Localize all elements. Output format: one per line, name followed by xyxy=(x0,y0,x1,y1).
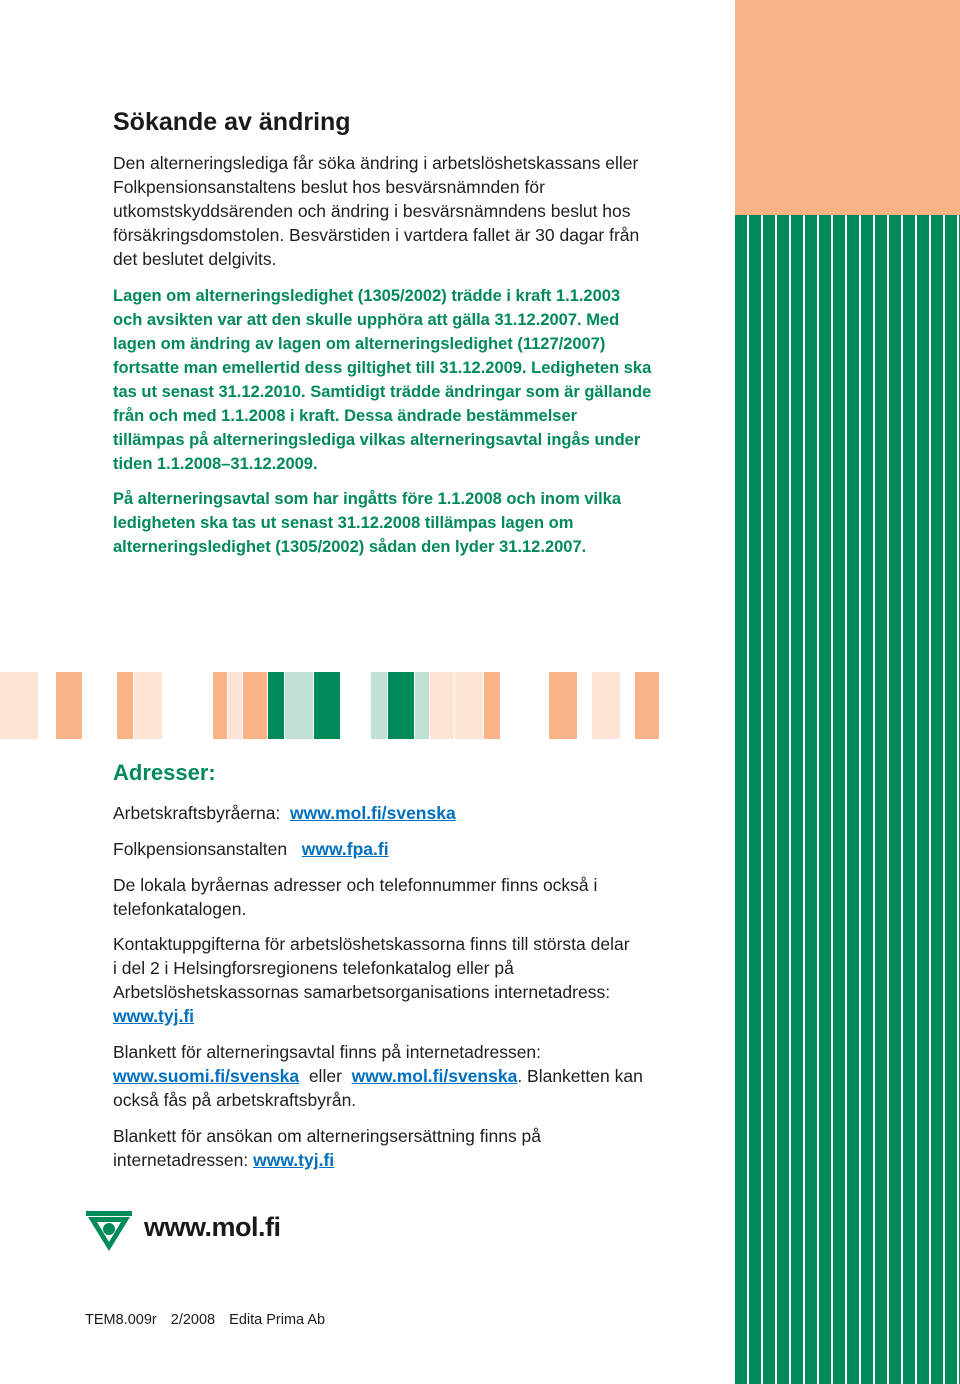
app-text: Blankett för ansökan om alterneringsersättning finns på internetadressen: xyxy=(113,1126,542,1170)
address-row-fpa xyxy=(113,837,673,861)
page-title: Sökande av ändring xyxy=(113,108,351,136)
law-paragraph: Lagen om alterneringsledighet (1305/2002) trädde i kraft 1.1.2003 och avsikten var att den skulle upphöra att gälla 31.12.2007. Med lagen om ändring av lagen om alterneringsledighet (1127/2007) fortsatte man emellertid dess giltighet till 31.12.2009. Ledigheten ska tas ut senast 31.12.2010. Samtidigt trädde ändringar som är gällande från och med 1.1.2008 i kraft. Dessa ändrade bestämmelser tillämpas på alterneringslediga vilkas alterneringsavtal ingås under tiden 1.1.2008–31.12.2009. xyxy=(113,287,652,473)
band-stripe xyxy=(228,672,242,739)
band-stripe xyxy=(415,672,429,739)
band-stripe xyxy=(484,672,500,739)
footer-printer: Edita Prima Ab xyxy=(229,1312,326,1328)
agreement-form-paragraph xyxy=(113,1040,673,1112)
band-stripe xyxy=(285,672,313,739)
band-stripe xyxy=(455,672,483,739)
form-or: eller xyxy=(308,1066,342,1086)
addresses-title: Adresser: xyxy=(113,760,216,785)
form-text-1: Blankett för alterneringsavtal finns på internetadressen: xyxy=(113,1042,542,1062)
mol-link-2[interactable]: www.mol.fi/svenska xyxy=(351,1066,518,1086)
band-stripe xyxy=(268,672,284,739)
fpa-label: Folkpensionsanstalten xyxy=(113,839,288,859)
form-text-2: . Blanketten kan också fås på arbetskraftsbyrån. xyxy=(113,1066,643,1110)
tyj-link-2[interactable]: www.tyj.fi xyxy=(253,1150,335,1170)
band-stripe xyxy=(549,672,577,739)
band-stripe xyxy=(371,672,387,739)
tyj-link[interactable]: www.tyj.fi xyxy=(113,1006,195,1026)
agreement-paragraph: På alterneringsavtal som har ingåtts före 1.1.2008 och inom vilka ledigheten ska tas ut senast 31.12.2008 tillämpas lagen om alterneringsledighet (1305/2002) sådan den lyder 31.12.2007. xyxy=(113,490,622,556)
band-stripe xyxy=(0,672,38,739)
footer xyxy=(85,1312,335,1328)
logo-text: www.mol.fi xyxy=(144,1212,281,1242)
band-stripe xyxy=(243,672,267,739)
band-stripe xyxy=(635,672,659,739)
mol-logo-icon xyxy=(84,1207,134,1255)
band-stripe xyxy=(117,672,133,739)
footer-date: 2/2008 xyxy=(170,1312,216,1328)
side-orange-block xyxy=(735,0,960,215)
band-stripe xyxy=(56,672,82,739)
footer-code: TEM8.009r xyxy=(85,1312,157,1328)
contact-text: Kontaktuppgifterna för arbetslöshetskassorna finns till största delar i del 2 i Helsingforsregionens telefonkatalog eller på Arbetslöshetskassornas samarbetsorganisations internetadress: xyxy=(113,934,630,1002)
band-stripe xyxy=(430,672,454,739)
band-stripe xyxy=(213,672,227,739)
intro-paragraph: Den alterneringslediga får söka ändring i arbetslöshetskassans eller Folkpensionsanstaltens beslut hos besvärsnämnden för utkomstskyddsärenden och ändring i besvärsnämndens beslut hos försäkringsdomstolen. Besvärstiden i vartdera fallet är 30 dagar från det beslutet delgivits. xyxy=(113,153,640,269)
band-stripe xyxy=(134,672,162,739)
application-form-paragraph xyxy=(113,1124,653,1172)
suomi-link[interactable]: www.suomi.fi/svenska xyxy=(113,1066,300,1086)
contact-paragraph xyxy=(113,932,633,1028)
fpa-link[interactable]: www.fpa.fi xyxy=(301,839,389,859)
band-stripe xyxy=(314,672,340,739)
side-green-stripes xyxy=(735,215,960,1384)
band-stripe xyxy=(592,672,620,739)
address-row-mol xyxy=(113,801,673,825)
band-stripe xyxy=(388,672,414,739)
local-offices-paragraph: De lokala byråernas adresser och telefonnummer finns också i telefonkatalogen. xyxy=(113,875,598,919)
mol-label: Arbetskraftsbyråerna: xyxy=(113,803,281,823)
mol-link[interactable]: www.mol.fi/svenska xyxy=(290,803,456,823)
